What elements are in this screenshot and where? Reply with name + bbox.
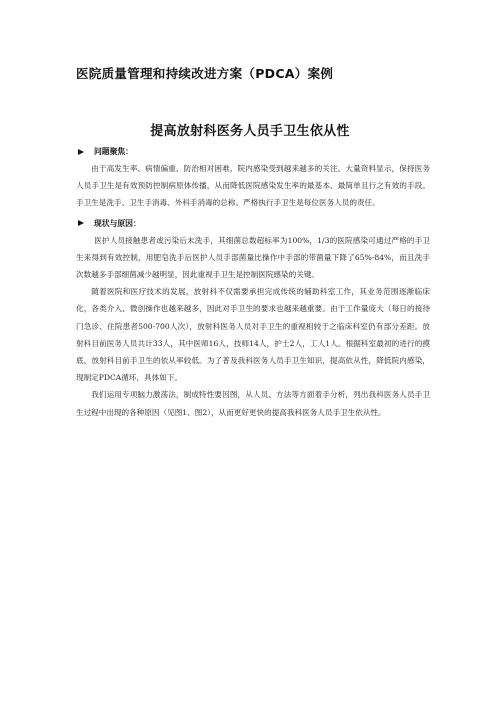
paragraph: 随着医院和医疗技术的发展，放射科不仅需要承担完成传统的辅助科室工作，其业务范围逐渐临床化，各类介入、微创操作也越来越多，因此对手卫生的要求也越来越重要。由于工作量庞大（每日的接待门急诊、住院患者500-700人次），放射科医务人员对手卫生的重视相较于之临床科室仍有部分差距。放射科目前医务人员共计33人，其中医师16人，技师14人，护士2人，工人1人。根据科室最初的进行的摸底，放射科目前手卫生的依从率较低。为了普及我科医务人员手卫生知识，提高依从性，降低院内感染，现制定PDCA循环，具体如下。 — [76, 287, 430, 383]
section-heading-problem — [76, 143, 430, 160]
paragraph: 医护人员接触患者或污染后未洗手，其细菌总数超标率为100%，1/3的医院感染可通过严格的手卫生来得到有效控制，用肥皂洗手后医护人员手部菌量比操作中手部的带菌量下降了65%-84%，而且洗手次数越多手部细菌减少越明显，因此重视手卫生是控制医院感染的关键。 — [76, 235, 430, 280]
paragraph: 由于高发生率、病情偏重、防治相对困难，院内感染受到越来越多的关注。大量资料显示，保持医务人员手卫生是有效预防控制病原体传播，从而降低医院感染发生率的最基本、最简单且行之有效的手段。手卫生是洗手、卫生手消毒、外科手消毒的总称。严格执行手卫生是每位医务人员的责任。 — [76, 164, 430, 208]
section-heading-text: 问题聚焦： — [94, 146, 133, 156]
document-subtitle: 提高放射科医务人员手卫生依从性 — [150, 124, 350, 139]
section-heading-text: 现状与原因： — [94, 218, 141, 228]
arrow-bullet-icon — [78, 149, 84, 155]
document-body — [76, 143, 430, 421]
arrow-bullet-icon — [78, 220, 84, 226]
section-heading-status — [76, 215, 430, 232]
paragraph: 我们运用专项脑力激荡法，制成特性要因图，从人员、方法等方面着手分析，列出我科医务人员手卫生过程中出现的各种原因（见图1、图2），从而更好更快的提高我科医务人员手卫生依从性。 — [76, 390, 430, 417]
document-title: 医院质量管理和持续改进方案（PDCA）案例 — [76, 66, 334, 81]
